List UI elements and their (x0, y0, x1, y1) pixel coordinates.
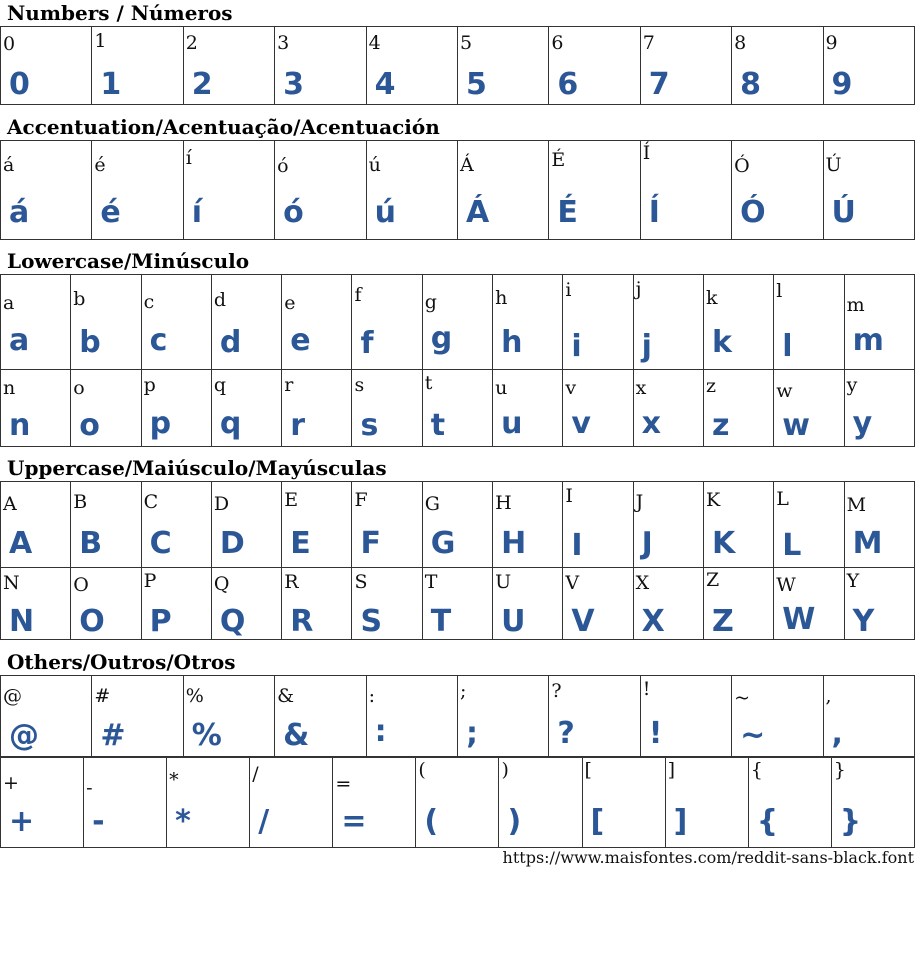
glyph-cell (282, 370, 352, 447)
glyph-cell (1, 482, 71, 568)
glyph-sample: H (501, 526, 527, 561)
glyph-cell (549, 27, 640, 105)
glyph-label: % (185, 685, 204, 707)
glyph-sample: P (149, 604, 172, 639)
glyph-sample: & (283, 718, 310, 753)
glyph-sample: á (9, 195, 30, 230)
section-title-numbers: Numbers / Números (7, 1, 233, 25)
glyph-label: 1 (94, 30, 107, 52)
glyph-label: P (143, 570, 157, 592)
glyph-label: 6 (551, 32, 564, 54)
glyph-sample: / (258, 804, 270, 839)
glyph-cell (831, 758, 914, 848)
glyph-sample: V (571, 604, 595, 639)
glyph-label: H (495, 492, 512, 514)
glyph-cell (141, 370, 211, 447)
glyph-label: Q (213, 573, 230, 595)
glyph-label: ! (642, 678, 651, 700)
glyph-cell (141, 568, 211, 640)
glyph-sample: 3 (283, 67, 305, 102)
glyph-cell (211, 482, 281, 568)
glyph-sample: Y (852, 604, 875, 639)
glyph-label: a (3, 292, 15, 314)
glyph-sample: ú (374, 195, 396, 230)
glyph-cell (563, 568, 633, 640)
glyph-cell (493, 482, 563, 568)
glyph-cell (366, 141, 457, 240)
glyph-table-numbers (0, 26, 915, 105)
glyph-cell (665, 758, 748, 848)
section-title-others: Others/Outros/Otros (7, 650, 236, 674)
glyph-cell (1, 758, 84, 848)
glyph-label: [ (584, 759, 592, 781)
glyph-cell (633, 275, 703, 370)
glyph-cell (1, 568, 71, 640)
glyph-cell (211, 275, 281, 370)
glyph-cell (275, 141, 366, 240)
glyph-sample: s (360, 408, 379, 443)
glyph-label: b (73, 288, 86, 310)
glyph-label: M (846, 494, 867, 516)
glyph-label: Á (459, 154, 474, 176)
glyph-sample: ! (648, 716, 663, 751)
glyph-row (1, 758, 915, 848)
glyph-label: ] (667, 759, 676, 781)
glyph-cell (352, 568, 422, 640)
glyph-sample: é (100, 195, 121, 230)
glyph-label: Y (846, 570, 860, 592)
glyph-label: é (94, 154, 106, 176)
glyph-sample: w (782, 408, 810, 443)
glyph-label: z (705, 375, 716, 397)
glyph-sample: k (711, 325, 732, 360)
glyph-sample: t (430, 408, 446, 443)
glyph-label: j (635, 278, 642, 300)
glyph-label: Z (705, 569, 720, 591)
glyph-cell (275, 676, 366, 757)
glyph-sample: M (852, 526, 883, 561)
glyph-label: 8 (734, 32, 747, 54)
glyph-label: d (213, 289, 227, 311)
glyph-sample: I (571, 528, 583, 563)
glyph-cell (416, 758, 499, 848)
glyph-cell (282, 568, 352, 640)
glyph-sample: K (711, 526, 736, 561)
section-title-accentuation: Accentuation/Acentuação/Acentuación (7, 115, 440, 139)
glyph-cell (823, 27, 914, 105)
glyph-cell (633, 482, 703, 568)
glyph-sample: # (100, 718, 126, 753)
glyph-sample: ; (465, 716, 478, 751)
glyph-label: ? (551, 680, 562, 702)
glyph-sample: 5 (465, 67, 487, 102)
glyph-sample: 7 (648, 67, 670, 102)
glyph-cell (457, 676, 548, 757)
glyph-cell (352, 370, 422, 447)
glyph-cell (183, 27, 274, 105)
glyph-cell (748, 758, 831, 848)
glyph-sample: h (501, 325, 523, 360)
glyph-sample: N (9, 604, 35, 639)
section-title-lowercase: Lowercase/Minúsculo (7, 249, 250, 273)
glyph-sample: ó (283, 195, 304, 230)
glyph-sample: } (839, 804, 862, 839)
glyph-cell (582, 758, 665, 848)
glyph-sample: r (290, 408, 305, 443)
glyph-sample: c (149, 323, 168, 358)
glyph-cell (633, 370, 703, 447)
glyph-label: R (284, 571, 299, 593)
glyph-row (1, 568, 915, 640)
glyph-label: u (495, 377, 508, 399)
glyph-cell (422, 370, 492, 447)
glyph-cell (703, 568, 773, 640)
glyph-label: N (3, 572, 20, 594)
glyph-sample: 8 (740, 67, 761, 102)
glyph-label: e (284, 292, 296, 314)
glyph-cell (493, 568, 563, 640)
glyph-cell (774, 370, 844, 447)
glyph-sample: e (290, 323, 311, 358)
glyph-label: U (495, 571, 512, 593)
glyph-cell (457, 27, 548, 105)
glyph-label: 0 (3, 33, 16, 55)
glyph-cell (71, 568, 141, 640)
section-title-uppercase: Uppercase/Maiúsculo/Mayúsculas (7, 456, 387, 480)
glyph-cell (640, 27, 731, 105)
glyph-sample: U (501, 604, 526, 639)
glyph-label: g (424, 291, 437, 313)
glyph-cell (774, 275, 844, 370)
glyph-row (1, 275, 915, 370)
glyph-label: ) (501, 759, 509, 781)
glyph-cell (275, 27, 366, 105)
glyph-sample: T (430, 604, 452, 639)
glyph-sample: 1 (100, 67, 122, 102)
glyph-sample: @ (9, 718, 39, 753)
glyph-row (1, 482, 915, 568)
glyph-cell (282, 482, 352, 568)
glyph-cell (71, 370, 141, 447)
glyph-sample: ) (507, 804, 522, 839)
glyph-cell (92, 676, 183, 757)
glyph-label: É (551, 149, 566, 171)
glyph-sample: D (219, 526, 245, 561)
glyph-label: 4 (368, 32, 381, 54)
glyph-sample: : (374, 714, 387, 749)
glyph-label: I (565, 485, 573, 507)
glyph-label: } (833, 759, 846, 781)
glyph-cell (84, 758, 167, 848)
glyph-sample: C (149, 526, 172, 561)
glyph-sample: ~ (740, 718, 766, 753)
glyph-label: v (565, 377, 577, 399)
glyph-sample: % (191, 718, 222, 753)
glyph-sample: n (9, 408, 31, 443)
glyph-cell (422, 482, 492, 568)
glyph-table-others-symbols (0, 757, 915, 848)
glyph-label: / (252, 763, 259, 785)
glyph-table-accentuation (0, 140, 915, 240)
glyph-cell (732, 27, 823, 105)
glyph-sample: O (79, 604, 105, 639)
glyph-cell (640, 141, 731, 240)
glyph-sample: z (711, 408, 730, 443)
glyph-label: r (284, 374, 294, 396)
glyph-cell (774, 568, 844, 640)
glyph-row (1, 370, 915, 447)
glyph-cell (844, 482, 914, 568)
glyph-sample: m (852, 323, 884, 358)
glyph-cell (250, 758, 333, 848)
glyph-label: J (635, 491, 644, 513)
glyph-sample: o (79, 408, 100, 443)
glyph-sample: í (191, 195, 203, 230)
glyph-cell (71, 275, 141, 370)
glyph-sample: 9 (831, 67, 853, 102)
glyph-label: á (3, 154, 15, 176)
glyph-label: 9 (825, 32, 838, 54)
glyph-label: + (3, 772, 19, 794)
glyph-cell (1, 27, 92, 105)
glyph-cell (563, 275, 633, 370)
glyph-cell (640, 676, 731, 757)
glyph-label: X (635, 572, 650, 594)
glyph-sample: Ú (831, 195, 856, 230)
glyph-label: W (776, 574, 796, 596)
glyph-label: k (705, 287, 718, 309)
glyph-sample: b (79, 325, 101, 360)
glyph-cell (71, 482, 141, 568)
glyph-label: q (213, 374, 227, 396)
glyph-cell (703, 370, 773, 447)
glyph-label: y (846, 374, 858, 396)
glyph-label: c (143, 291, 155, 313)
glyph-cell (844, 568, 914, 640)
glyph-sample: B (79, 526, 103, 561)
glyph-sample: 0 (9, 67, 30, 102)
glyph-cell (549, 141, 640, 240)
glyph-label: K (705, 489, 721, 511)
glyph-label: - (86, 777, 93, 799)
glyph-cell (823, 141, 914, 240)
glyph-cell (211, 370, 281, 447)
glyph-row (1, 676, 915, 757)
glyph-sample: É (557, 195, 578, 230)
glyph-cell (563, 482, 633, 568)
glyph-row (1, 27, 915, 105)
glyph-sample: Á (465, 195, 490, 230)
glyph-sample: g (430, 321, 453, 356)
glyph-cell (366, 27, 457, 105)
glyph-cell (141, 275, 211, 370)
glyph-sample: Ó (740, 195, 766, 230)
glyph-sample: 2 (191, 67, 213, 102)
glyph-sample: - (92, 804, 105, 839)
glyph-label: & (277, 685, 295, 707)
glyph-cell (457, 141, 548, 240)
glyph-sample: Í (648, 195, 660, 230)
glyph-label: D (213, 493, 230, 515)
glyph-label: ú (368, 154, 381, 176)
glyph-label: * (169, 769, 179, 791)
glyph-label: 2 (185, 32, 198, 54)
glyph-cell (703, 275, 773, 370)
glyph-cell (1, 676, 92, 757)
glyph-cell (549, 676, 640, 757)
glyph-label: G (424, 493, 440, 515)
glyph-sample: { (756, 804, 779, 839)
glyph-sample: E (290, 526, 311, 561)
glyph-cell (844, 275, 914, 370)
glyph-sample: S (360, 604, 383, 639)
glyph-row (1, 141, 915, 240)
glyph-cell (774, 482, 844, 568)
glyph-cell (183, 141, 274, 240)
glyph-label: B (73, 491, 88, 513)
glyph-table-lowercase (0, 274, 915, 447)
glyph-label: Í (642, 142, 651, 164)
glyph-label: ( (418, 759, 426, 781)
glyph-cell (366, 676, 457, 757)
glyph-label: L (776, 488, 789, 510)
glyph-label: # (94, 685, 111, 707)
glyph-cell (352, 275, 422, 370)
glyph-sample: 6 (557, 67, 579, 102)
glyph-cell (422, 568, 492, 640)
source-url-link[interactable]: https://www.maisfontes.com/reddit-sans-black.font (502, 848, 914, 867)
glyph-sample: X (641, 604, 665, 639)
glyph-label: ; (459, 680, 467, 702)
glyph-label: S (354, 571, 368, 593)
glyph-cell (499, 758, 582, 848)
glyph-cell (183, 676, 274, 757)
glyph-label: ó (277, 155, 289, 177)
glyph-sample: j (641, 329, 652, 364)
glyph-cell (422, 275, 492, 370)
glyph-label: 3 (277, 32, 290, 54)
glyph-label: 7 (642, 32, 655, 54)
glyph-sample: , (831, 716, 843, 751)
glyph-sample: ? (557, 716, 575, 751)
glyph-cell (211, 568, 281, 640)
glyph-cell (92, 141, 183, 240)
glyph-cell (282, 275, 352, 370)
glyph-cell (141, 482, 211, 568)
glyph-label: Ú (825, 154, 842, 176)
glyph-cell (703, 482, 773, 568)
glyph-cell (732, 676, 823, 757)
glyph-cell (167, 758, 250, 848)
glyph-label: 5 (459, 32, 473, 54)
glyph-cell (493, 370, 563, 447)
glyph-cell (92, 27, 183, 105)
glyph-label: Ó (734, 155, 750, 177)
glyph-sample: Z (711, 604, 734, 639)
glyph-label: A (3, 493, 17, 515)
glyph-sample: u (501, 406, 523, 441)
glyph-sample: Q (219, 604, 246, 639)
glyph-label: ~ (734, 687, 751, 709)
glyph-sample: * (175, 804, 191, 839)
glyph-label: O (73, 574, 89, 596)
glyph-label: t (424, 372, 433, 394)
glyph-label: T (424, 571, 438, 593)
glyph-sample: = (341, 804, 367, 839)
glyph-cell (823, 676, 914, 757)
glyph-sample: q (219, 406, 242, 441)
glyph-cell (1, 370, 71, 447)
glyph-cell (493, 275, 563, 370)
glyph-sample: y (852, 406, 873, 441)
glyph-sample: f (360, 326, 374, 361)
glyph-table-others (0, 675, 915, 757)
glyph-sample: F (360, 526, 381, 561)
glyph-label: C (143, 491, 159, 513)
glyph-sample: J (641, 526, 653, 561)
glyph-cell (333, 758, 416, 848)
glyph-sample: x (641, 406, 662, 441)
glyph-sample: p (149, 406, 172, 441)
glyph-label: V (565, 572, 580, 594)
glyph-sample: v (571, 406, 591, 441)
glyph-label: i (565, 279, 572, 301)
glyph-label: = (335, 773, 352, 795)
glyph-sample: R (290, 604, 314, 639)
glyph-sample: ( (424, 804, 439, 839)
glyph-sample: A (9, 526, 33, 561)
glyph-label: { (750, 759, 763, 781)
glyph-label: l (776, 280, 783, 302)
glyph-label: w (776, 380, 793, 402)
glyph-cell (1, 275, 71, 370)
glyph-label: í (185, 147, 192, 169)
glyph-label: s (354, 374, 365, 396)
glyph-label: @ (3, 685, 22, 707)
glyph-sample: + (9, 804, 35, 839)
glyph-sample: L (782, 528, 802, 563)
glyph-label: m (846, 294, 865, 316)
glyph-label: F (354, 489, 368, 511)
glyph-label: f (354, 284, 362, 306)
glyph-sample: d (219, 325, 242, 360)
glyph-label: n (3, 377, 16, 399)
glyph-label: : (368, 685, 375, 707)
glyph-label: , (825, 685, 832, 707)
glyph-sample: 4 (374, 67, 396, 102)
glyph-sample: [ (590, 804, 605, 839)
glyph-cell (563, 370, 633, 447)
glyph-sample: W (782, 602, 816, 637)
glyph-cell (1, 141, 92, 240)
glyph-sample: i (571, 329, 582, 364)
glyph-sample: l (782, 329, 793, 364)
glyph-cell (732, 141, 823, 240)
glyph-sample: G (430, 526, 456, 561)
glyph-cell (844, 370, 914, 447)
glyph-label: x (635, 377, 647, 399)
glyph-sample: a (9, 323, 30, 358)
glyph-label: E (284, 489, 299, 511)
glyph-cell (633, 568, 703, 640)
glyph-label: h (495, 287, 508, 309)
glyph-cell (352, 482, 422, 568)
glyph-label: p (143, 374, 156, 396)
glyph-label: o (73, 377, 85, 399)
glyph-table-uppercase (0, 481, 915, 640)
glyph-sample: ] (673, 804, 688, 839)
